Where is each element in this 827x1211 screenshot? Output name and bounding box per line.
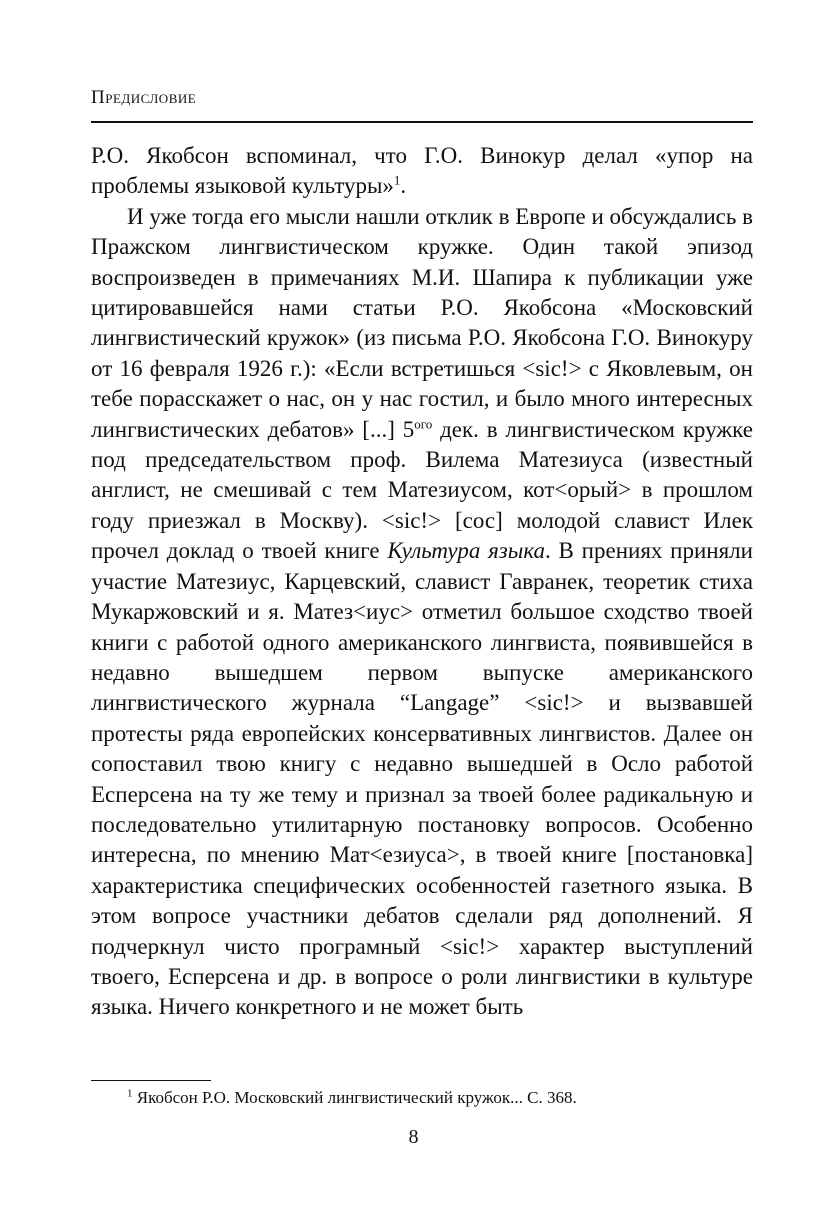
- running-title: Предисловие: [91, 87, 197, 108]
- footnote: [127, 1087, 577, 1109]
- footnote-rule: [91, 1080, 211, 1081]
- header-rule: [91, 121, 753, 123]
- footnote-number: 1: [127, 1087, 133, 1100]
- paragraph-2-part-3: . В прениях приняли участие Матезиус, Карцевский, славист Гавранек, теоретик стиха Мукаржовский и я. Матез<иус> отметил большое сходство твоей книги с работой одного американского лингвиста, появившейся в недавно вышедшем первом выпуске американского лингвистического журнала “Langage” <sic!> и вызвавшей протесты ряда европейских консервативных лингвистов. Далее он сопоставил твою книгу с недавно вышедшей в Осло работой Есперсена на ту же тему и признал за твоей более радикальную и последовательно утилитарную постановку вопросов. Особенно интересна, по мнению Мат<езиуса>, в твоей книге [постановка] характеристика специфических особенностей газетного языка. В этом вопросе участники дебатов сделали ряд дополнений. Я подчеркнул чисто програмный <sic!> характер выступлений твоего, Есперсена и др. в вопросе о роли лингвистики в культуре языка. Ничего конкретного и не может быть: [91, 538, 753, 1020]
- page-number: 8: [408, 1126, 419, 1148]
- paragraph-2-part-2: дек. в лингвистическом кружке под председательством проф. Вилема Матезиуса (известный англист, не смешивай с тем Матезиусом, кот<орый> в прошлом году приезжал в Москву). <sic!> [сос] молодой славист Илек прочел доклад о твоей книге: [91, 416, 753, 564]
- footnote-text: Якобсон Р.О. Московский лингвистический кружок... С. 368.: [132, 1088, 577, 1107]
- main-text: [91, 141, 753, 1023]
- paragraph-1-end: .: [400, 173, 407, 199]
- paragraph-1-text: Р.О. Якобсон вспоминал, что Г.О. Винокур делал «упор на проблемы языковой культуры»: [91, 143, 753, 199]
- book-title: Культура языка: [387, 538, 546, 564]
- ordinal-superscript: ого: [414, 416, 433, 431]
- paragraph-2: [91, 202, 753, 1023]
- paragraph-1: [91, 141, 753, 202]
- paragraph-2-part-1: И уже тогда его мысли нашли отклик в Европе и обсуждались в Пражском лингвистическом кружке. Один такой эпизод воспроизведен в примечаниях М.И. Шапира к публикации уже цитировавшейся нами статьи Р.О. Якобсона «Московский лингвистический кружок» (из письма Р.О. Якобсона Г.О. Винокуру от 16 февраля 1926 г.): «Если встретишься <sic!> с Яковлевым, он тебе порасскажет о нас, он у нас гостил, и было много интересных лингвистических дебатов» [...] 5: [91, 203, 753, 442]
- footnote-reference[interactable]: 1: [393, 172, 401, 188]
